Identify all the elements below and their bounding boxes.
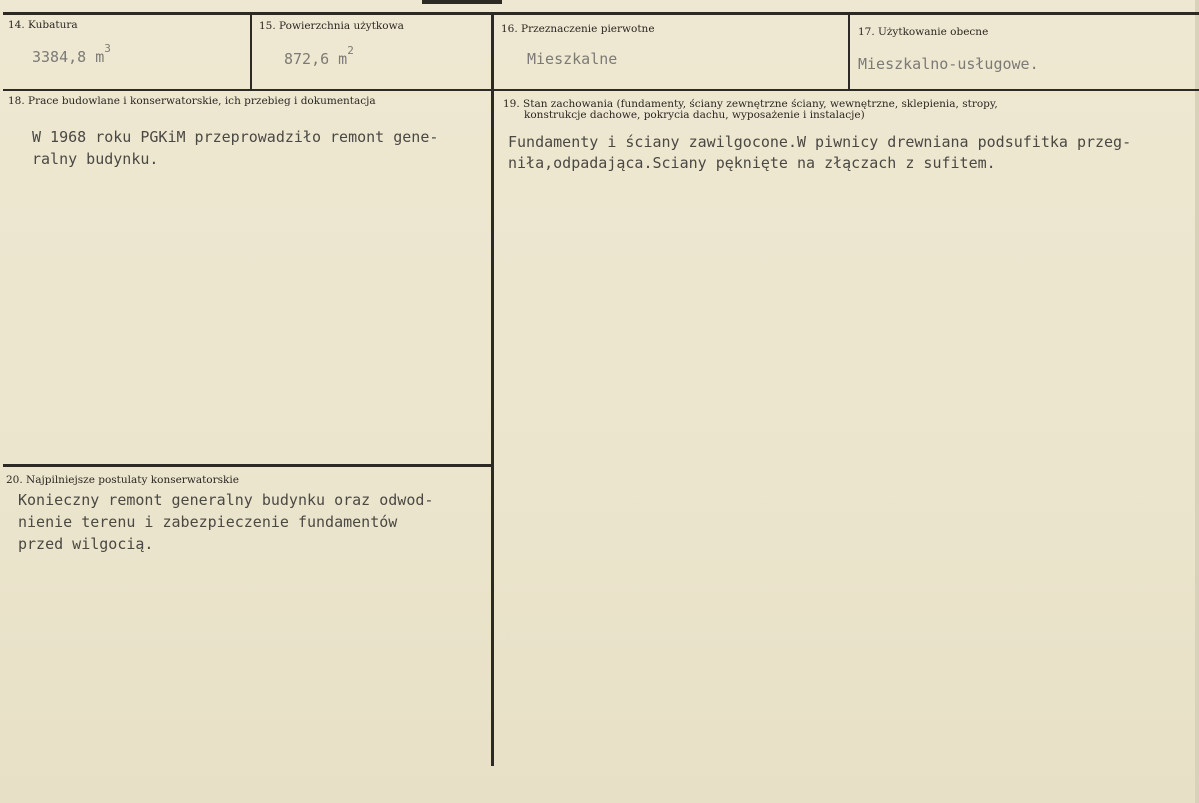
label-postulaty: 20. Najpilniejsze postulaty konserwatorskie (6, 474, 239, 486)
value-powierzchnia: 872,6 $m^2$ (284, 44, 354, 68)
text-postulaty-2: nienie terenu i zabezpieczenie fundamentów (18, 513, 398, 531)
top-tab-mark (422, 0, 502, 4)
label-przeznaczenie: 16. Przeznaczenie pierwotne (501, 23, 655, 35)
label-uzytkowanie: 17. Użytkowanie obecne (858, 26, 989, 38)
text-prace-budowlane-1: W 1968 roku PGKiM przeprowadziło remont gene- (32, 128, 439, 146)
value-uzytkowanie: Mieszkalno-usługowe. (858, 55, 1039, 73)
value-przeznaczenie: Mieszkalne (527, 50, 618, 68)
text-prace-budowlane-2: ralny budynku. (32, 150, 159, 168)
label-powierzchnia: 15. Powierzchnia użytkowa (259, 20, 404, 32)
row1-bottom-rule (3, 89, 1199, 91)
value-kubatura: 3384,8 $m^3$ (32, 42, 111, 66)
label-stan-zachowania-1: 19. Stan zachowania (fundamenty, ściany zewnętrzne ściany, wewnętrzne, sklepienia, stropy, (503, 98, 998, 110)
divider-14-15 (250, 14, 252, 90)
label-stan-zachowania-2: konstrukcje dachowe, pokrycia dachu, wyposażenie i instalacje) (524, 109, 865, 121)
text-postulaty-1: Konieczny remont generalny budynku oraz odwod- (18, 491, 434, 509)
label-prace-budowlane: 18. Prace budowlane i konserwatorskie, ich przebieg i dokumentacja (8, 95, 376, 107)
label-kubatura: 14. Kubatura (8, 19, 78, 31)
divider-15-16 (491, 14, 494, 766)
text-stan-zachowania-1: Fundamenty i ściany zawilgocone.W piwnicy drewniana podsufitka przeg- (508, 133, 1132, 151)
text-postulaty-3: przed wilgocią. (18, 535, 154, 553)
section-18-bottom-rule (3, 464, 491, 467)
text-stan-zachowania-2: niła,odpadająca.Sciany pęknięte na złączach z sufitem. (508, 154, 996, 172)
divider-16-17 (848, 14, 850, 90)
card-edge (1195, 0, 1199, 803)
top-rule (3, 12, 1199, 15)
